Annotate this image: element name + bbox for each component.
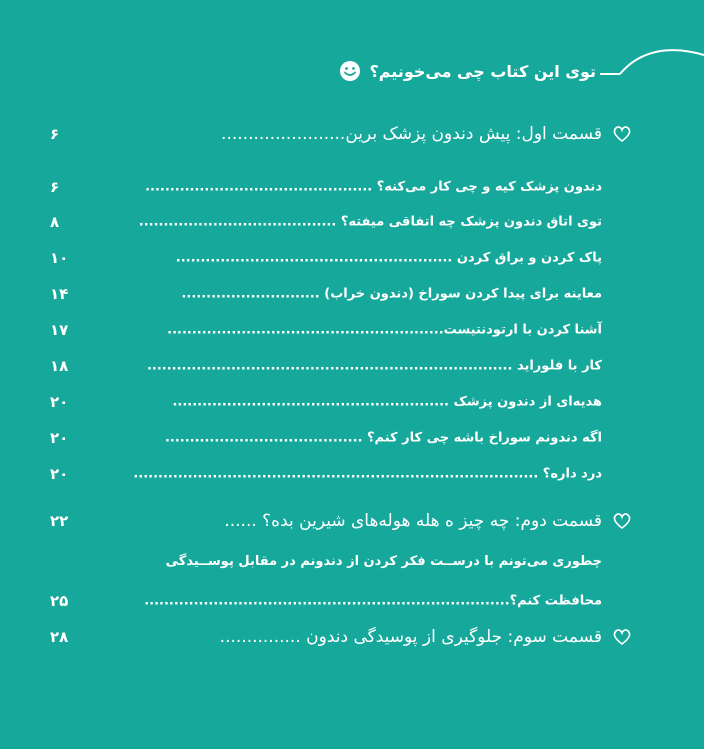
- toc-entry-row[interactable]: [50, 243, 632, 273]
- toc-section-row[interactable]: [50, 622, 632, 652]
- toc-section-row[interactable]: [50, 119, 632, 149]
- toc-page-number: ۱۷: [50, 321, 69, 339]
- toc-entry-row[interactable]: [50, 315, 632, 345]
- toc-page-number: ۶: [50, 125, 60, 143]
- heart-icon: [612, 125, 632, 143]
- toc-section-row[interactable]: [50, 506, 632, 536]
- toc-entry-row[interactable]: [50, 423, 632, 453]
- toc-entry-row[interactable]: [50, 586, 632, 616]
- toc-entry-title: دندون پزشک کیه و چی کار می‌کنه؟ ..............................................: [145, 179, 602, 195]
- toc-entry-title: هدیه‌ای از دندون پزشک ........................................................: [172, 394, 602, 410]
- toc-entry-row[interactable]: [50, 207, 632, 237]
- toc-page-number: ۲۲: [50, 512, 69, 530]
- toc-page-number: ۲۰: [50, 465, 69, 483]
- toc-entry-title-line1: چطوری می‌تونم با درســت فکر کردن از دندونم در مقابل پوســیدگی: [165, 554, 602, 569]
- toc-section-title: قسمت اول: پیش دندون پزشک برین.......................: [221, 124, 602, 144]
- toc-entry-title: کار با فلوراید ..........................................................................: [146, 358, 602, 374]
- toc-page-number: ۲۵: [50, 592, 69, 610]
- toc-page-number: ۲۸: [50, 628, 69, 646]
- toc-page-number: ۲۰: [50, 393, 69, 411]
- toc-page-number: ۱۴: [50, 285, 69, 303]
- toc-entry-row[interactable]: [50, 351, 632, 381]
- heart-icon: [612, 628, 632, 646]
- toc-entry-row[interactable]: [50, 459, 632, 489]
- toc-page-number: ۱۸: [50, 357, 69, 375]
- toc-entry-row[interactable]: [50, 387, 632, 417]
- toc-entry-title: معاینه برای پیدا کردن سوراخ (دندون خراب) ............................: [181, 286, 602, 302]
- toc-section-title: قسمت سوم: جلوگیری از پوسیدگی دندون ...............: [219, 627, 602, 647]
- toc-page-number: ۲۰: [50, 429, 69, 447]
- toc-entry-row[interactable]: [50, 279, 632, 309]
- toc-page-number: ۱۰: [50, 249, 69, 267]
- toc-entry-title: آشنا کردن با ارتودنتیست........................................................: [167, 322, 602, 338]
- toc-entry-title: توی اتاق دندون پزشک چه اتفاقی میفته؟ ........................................: [138, 214, 602, 230]
- page-title: توی این کتاب چی می‌خونیم؟: [369, 61, 596, 81]
- toc-entry-title: اگه دندونم سوراخ باشه چی کار کنم؟ ........................................: [164, 430, 602, 446]
- toc-section-title: قسمت دوم: چه چیز ه هله هوله‌های شیرین بده؟ ......: [224, 511, 602, 531]
- toc-page-number: ۸: [50, 213, 60, 231]
- toc-entry-title: پاک کردن و براق کردن ........................................................: [175, 250, 602, 266]
- toc-page-number: ۶: [50, 178, 60, 196]
- heart-icon: [612, 512, 632, 530]
- table-of-contents: [50, 0, 632, 749]
- toc-entry-title-line2: محافظت کنم؟..........................................................................: [144, 593, 602, 609]
- toc-entry-title: درد داره؟ ..................................................................................: [133, 466, 602, 482]
- toc-entry-row[interactable]: [50, 172, 632, 202]
